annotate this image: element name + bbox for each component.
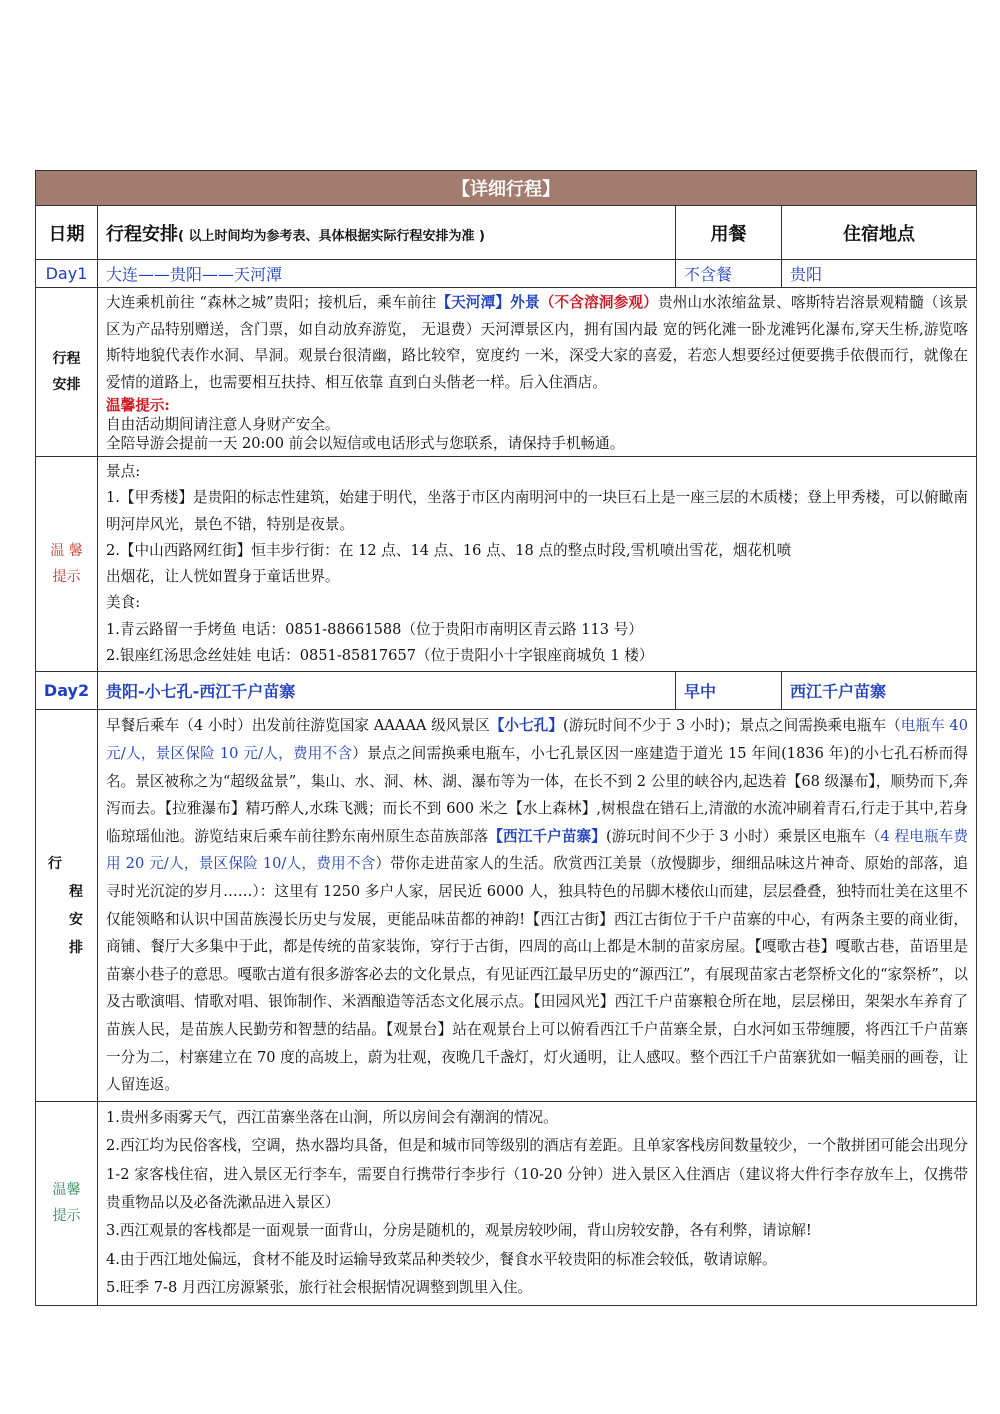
day2-lodging: 西江千户苗寨 — [782, 672, 977, 710]
itinerary-title: 【详细行程】 — [36, 171, 977, 206]
day1-food-heading: 美食: — [106, 594, 141, 612]
day1-tips-label-1: 温 馨 — [50, 543, 83, 560]
day1-tip-1: 自由活动期间请注意人身财产安全。 — [106, 416, 340, 433]
header-arrangement-note: ( 以上时间均为参考表、具体根据实际行程安排为准 ) — [178, 228, 485, 244]
day2-tips-row — [36, 1101, 977, 1305]
day1-schedule-row — [36, 288, 977, 457]
day1-excluded-note: （不含溶洞参观） — [539, 294, 658, 311]
day2-tip-2: 2.西江均为民俗客栈，空调，热水器均具备，但是和城市同等级别的酒店有差距。且单家客栈房间数量较少，一个散拼团可能会出现分 1-2 家客栈住宿，进入景区无行李车，需要自行携带行李步行（10-20 分钟）进入景区入住酒店（建议将大件行李存放车上，仅携带贵重物品以及必备洗漱品进入景区） — [106, 1137, 968, 1211]
day2-schedule-label-2: 程 — [69, 883, 83, 900]
day1-tips-row — [36, 457, 977, 672]
day2-tips-label-1: 温馨 — [52, 1182, 81, 1199]
header-date: 日期 — [36, 206, 98, 260]
day1-schedule-body — [98, 288, 977, 457]
day1-food-1: 1.青云路留一手烤鱼 电话：0851-88661588（位于贵阳市南明区青云路 113 号） — [106, 620, 643, 638]
day2-schedule-label-1: 行 — [48, 855, 62, 872]
day2-desc-a: 早餐后乘车（4 小时）出发前往游览国家 AAAAA 级风景区 — [106, 717, 490, 735]
day2-route: 贵阳-小七孔-西江千户苗寨 — [98, 672, 676, 710]
day2-row — [36, 672, 977, 710]
day1-scenic-2a: 2.【中山西路网红街】恒丰步行街：在 12 点、14 点、16 点、18 点的整点时段,雪机喷出雪花，烟花机喷 — [106, 541, 792, 559]
day1-scenic-2b: 出烟花，让人恍如置身于童话世界。 — [106, 568, 340, 586]
day2-fee-note-2: 4 程电瓶车费用 20 元/人，景区保险 10/人，费用不含 — [106, 827, 968, 873]
day1-schedule-label — [36, 288, 98, 457]
day1-schedule-label-1: 行程 — [52, 351, 81, 367]
header-meals: 用餐 — [676, 206, 782, 260]
day2-highlight-xijiang: 【西江千户苗寨】 — [488, 827, 606, 845]
day2-tips-label — [36, 1101, 98, 1305]
itinerary-table — [35, 170, 977, 1306]
day2-description — [106, 712, 968, 1098]
day2-desc-e: ）景点之间需换乘电瓶车，小七孔景区因一座建造于道光 15 年间(1836 年)的小七孔石桥而得名。景区被称之为“超级盆景”，集山、水、洞、林、湖、瀑布等为一体，在长不到 2 公里的峡谷内,起迭着【68 级瀑布】，顺势而下,奔泻而去。【拉雅瀑布】精巧醉人,水珠飞溅；而长不到 600 米之【水上森林】,树根盘在错石上,清澈的水流冲刷着青石,行走于其中,若身临琼瑶仙池。游览结束后乘车前往黔东南州原生态苗族部落 — [106, 744, 968, 845]
day1-desc-text-d: 贵州山水浓缩盆景、喀斯特岩溶景观精髓（该景区为产品特别赠送，含门票，如自动放弃游览， 无退费）天河潭景区内，拥有国内最 宽的钙化滩一卧龙滩钙化瀑布,穿天生桥,游览喀斯特地貌代表作水洞、旱洞。观景台很清幽，路比较窄，宽度约 一米，深受大家的喜爱，若恋人想要经过便要携手依偎而行，就像在爱情的道路上，也需要相互扶持、相互依靠 直到白头偕老一样。后入住酒店。 — [106, 294, 968, 391]
day1-tips-label-2: 提示 — [52, 569, 81, 586]
title-row — [36, 171, 977, 206]
header-lodging: 住宿地点 — [782, 206, 977, 260]
day1-tip-title: 温馨提示: — [106, 397, 170, 414]
day2-desc-i: ）带你走进苗家人的生活。欣赏西江美景（放慢脚步，细细品味这片神奇、原始的部落，追寻时光沉淀的岁月……）：这里有 1250 多户人家，居民近 6000 人，独具特色的吊脚木楼依山而建，层层叠叠，独特而壮美在这里不仅能领略和认识中国苗族漫长历史与发展，更能品味苗都的神韵!【西江古街】西江古街位于千户苗寨的中心，有两条主要的商业街，商铺、餐厅大多集中于此，都是传统的苗家装饰，穿行于古街，四周的高山上都是木制的苗家房屋。【嘎歌古巷】嘎歌古巷，苗语里是苗寨小巷子的意思。嘎歌古道有很多游客必去的文化景点，有见证西江最早历史的“源西江”，有展现苗家古老祭桥文化的“家祭桥”，以及古歌演唱、情歌对唱、银饰制作、米酒酿造等活态文化展示点。【田园风光】西江千户苗寨粮仓所在地，层层梯田，架架水车养育了苗族人民，是苗族人民勤劳和智慧的结晶。【观景台】站在观景台上可以俯看西江千户苗寨全景，白水河如玉带缠腰，将西江千户苗寨一分为二，村寨建立在 70 度的高坡上，蔚为壮观，夜晚几千盏灯，灯火通明，让人感叹。整个西江千户苗寨犹如一幅美丽的画卷，让人留连返。 — [106, 855, 968, 1094]
day1-route: 大连——贵阳——天河潭 — [98, 260, 676, 288]
day1-row — [36, 260, 977, 288]
day2-schedule-label — [36, 710, 98, 1101]
day2-schedule-label-3: 安 — [69, 911, 83, 928]
day2-tips-body — [98, 1101, 977, 1305]
day1-tips-body — [98, 457, 977, 672]
itinerary-sheet — [35, 170, 976, 1306]
day2-tip-5: 5.旺季 7-8 月西江房源紧张，旅行社会根据情况调整到凯里入住。 — [106, 1279, 533, 1297]
day2-tips-label-2: 提示 — [52, 1208, 81, 1225]
day2-schedule-row — [36, 710, 977, 1101]
day2-schedule-body — [98, 710, 977, 1101]
day2-tip-4: 4.由于西江地处偏远，食材不能及时运输导致菜品种类较少，餐食水平较贵阳的标准会较低，敬请谅解。 — [106, 1250, 777, 1268]
day1-tip-2: 全陪导游会提前一天 20:00 前会以短信或电话形式与您联系，请保持手机畅通。 — [106, 435, 625, 452]
header-arrangement-label: 行程安排 — [106, 223, 178, 245]
day1-tips-label — [36, 457, 98, 672]
day1-desc-text-a: 大连乘机前往 “森林之城”贵阳；接机后，乘车前往 — [106, 294, 437, 311]
day1-lodging: 贵阳 — [782, 260, 977, 288]
header-row — [36, 206, 977, 260]
header-arrangement — [98, 206, 676, 260]
day1-description — [106, 290, 968, 396]
day2-tip-1: 1.贵州多雨雾天气，西江苗寨坐落在山涧，所以房间会有潮润的情况。 — [106, 1108, 558, 1126]
day2-fee-note-1: 电瓶车 40 元/人，景区保险 10 元/人，费用不含 — [106, 717, 968, 762]
day1-highlight-tianhetan: 【天河潭】外景 — [436, 294, 540, 311]
day2-meals: 早中 — [676, 672, 782, 710]
day2-desc-c: (游玩时间不少于 3 小时)；景点之间需换乘电瓶车（ — [563, 717, 901, 735]
day2-label: Day2 — [36, 672, 98, 710]
day2-schedule-label-4: 排 — [69, 939, 83, 956]
day1-scenic-heading: 景点: — [106, 463, 141, 480]
day1-meals: 不含餐 — [676, 260, 782, 288]
day2-highlight-xiaoqikong: 【小七孔】 — [489, 717, 563, 735]
day1-scenic-1: 1.【甲秀楼】是贵阳的标志性建筑，始建于明代，坐落于市区内南明河中的一块巨石上是一座三层的木质楼；登上甲秀楼，可以俯瞰南明河岸风光，景色不错，特别是夜景。 — [106, 489, 968, 533]
day1-label: Day1 — [36, 260, 98, 288]
day2-desc-g: (游玩时间不少于 3 小时）乘景区电瓶车（ — [605, 827, 881, 845]
day2-tip-3: 3.西江观景的客栈都是一面观景一面背山，分房是随机的，观景房较吵闹，背山房较安静，各有利弊，请谅解! — [106, 1222, 812, 1240]
day1-food-2: 2.银座红汤思念丝娃娃 电话：0851-85817657（位于贵阳小十字银座商城负 1 楼） — [106, 647, 654, 665]
day1-schedule-label-2: 安排 — [52, 377, 81, 393]
